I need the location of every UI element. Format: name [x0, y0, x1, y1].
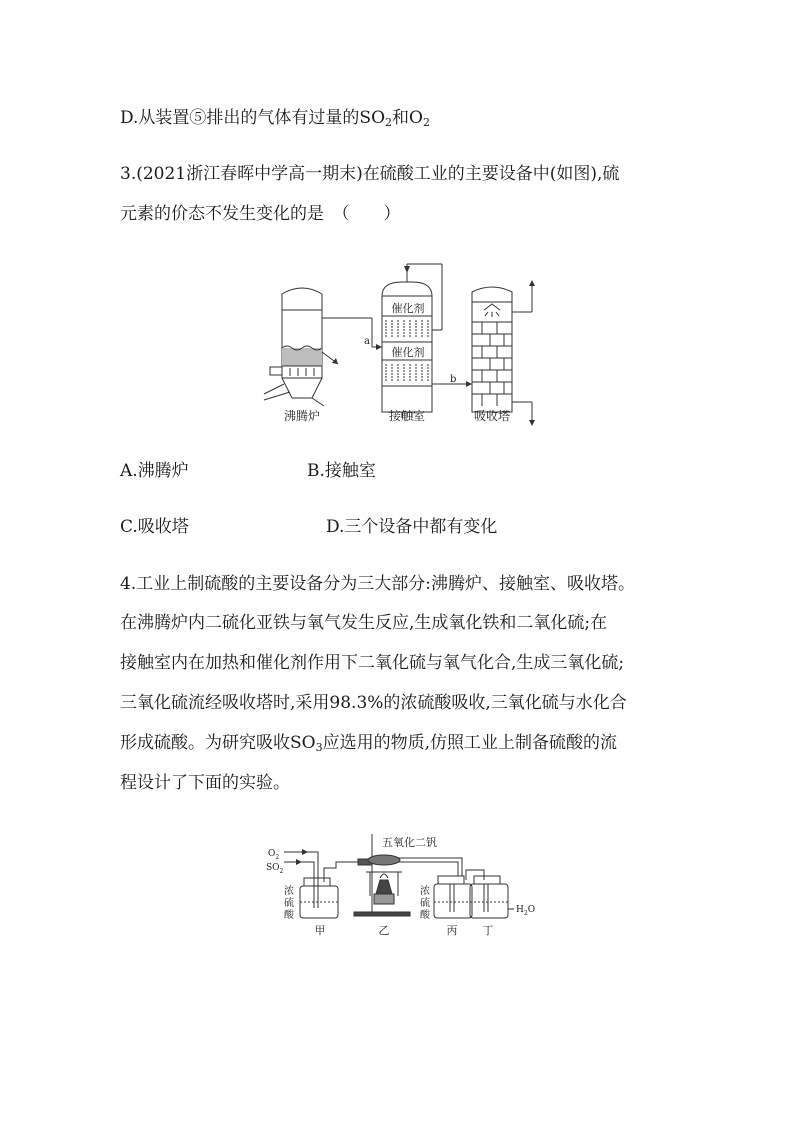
h2o-label: $H_2O$	[516, 905, 536, 917]
q4-line-3: 接触室内在加热和催化剂作用下二氧化硫与氧气化合,生成三氧化硫;	[120, 653, 625, 673]
acid2-label-2: 硫	[420, 898, 430, 909]
label-yi: 乙	[378, 924, 390, 937]
subscript: 2	[385, 116, 393, 129]
q2-option-d	[120, 107, 430, 134]
q4-figure	[262, 828, 542, 944]
chamber-label: 接触室	[388, 409, 426, 423]
so2-label: $SO_2$	[266, 863, 284, 875]
option-d-text-mid: 和O	[392, 108, 423, 128]
catalyst-label: 五氧化二钒	[382, 836, 437, 849]
acid-label-2: 硫	[284, 898, 294, 909]
acid2-label-1: 浓	[420, 886, 430, 897]
q3-stem-line-2: 元素的价态不发生变化的是 （ ）	[120, 204, 401, 224]
bottle-ding	[470, 876, 514, 918]
catalyst-label-top: 催化剂	[391, 302, 425, 315]
acid2-label-3: 酸	[420, 910, 430, 921]
q4-line-5-post: 应选用的物质,仿照工业上制备硫酸的流	[322, 733, 617, 753]
label-a: a	[364, 336, 370, 347]
furnace-label: 沸腾炉	[283, 409, 321, 423]
q4-line-4: 三氧化硫流经吸收塔时,采用98.3%的浓硫酸吸收,三氧化硫与水化合	[120, 693, 627, 713]
q3-option-b: B.接触室	[307, 461, 376, 481]
contact-chamber	[382, 264, 467, 418]
bottle-bing	[434, 858, 484, 918]
q3-figure	[262, 252, 552, 427]
o2-label: $O_2$	[268, 849, 280, 861]
label-jia: 甲	[314, 924, 326, 937]
acid-label-3: 酸	[284, 910, 294, 921]
boiling-furnace	[264, 288, 382, 406]
q4-line-5-pre: 形成硫酸。为研究吸收SO	[120, 733, 316, 753]
q3-stem-line-1: 3.(2021浙江春晖中学高一期末)在硫酸工业的主要设备中(如图),硫	[120, 164, 620, 184]
option-d-text: D.从装置⑤排出的气体有过量的SO	[120, 108, 386, 128]
q4-line-1: 4.工业上制硫酸的主要设备分为三大部分:沸腾炉、接触室、吸收塔。	[120, 574, 635, 594]
label-b: b	[450, 374, 457, 385]
q3-option-d: D.三个设备中都有变化	[326, 517, 498, 537]
tower-label: 吸收塔	[473, 409, 511, 423]
q4-line-2: 在沸腾炉内二硫化亚铁与氧气发生反应,生成氧化铁和二氧化硫;在	[120, 613, 608, 633]
q4-line-5	[120, 732, 617, 759]
q3-option-a: A.沸腾炉	[120, 461, 189, 481]
catalyst-label-bottom: 催化剂	[391, 346, 425, 359]
label-ding: 丁	[482, 924, 494, 937]
q4-line-6: 程设计了下面的实验。	[120, 773, 290, 793]
q3-option-c: C.吸收塔	[120, 517, 189, 537]
label-bing: 丙	[446, 924, 458, 937]
subscript: 3	[315, 741, 323, 754]
acid-label-1: 浓	[284, 886, 294, 897]
bottle-jia	[300, 862, 362, 918]
subscript: 2	[422, 116, 430, 129]
absorption-tower	[467, 284, 532, 422]
